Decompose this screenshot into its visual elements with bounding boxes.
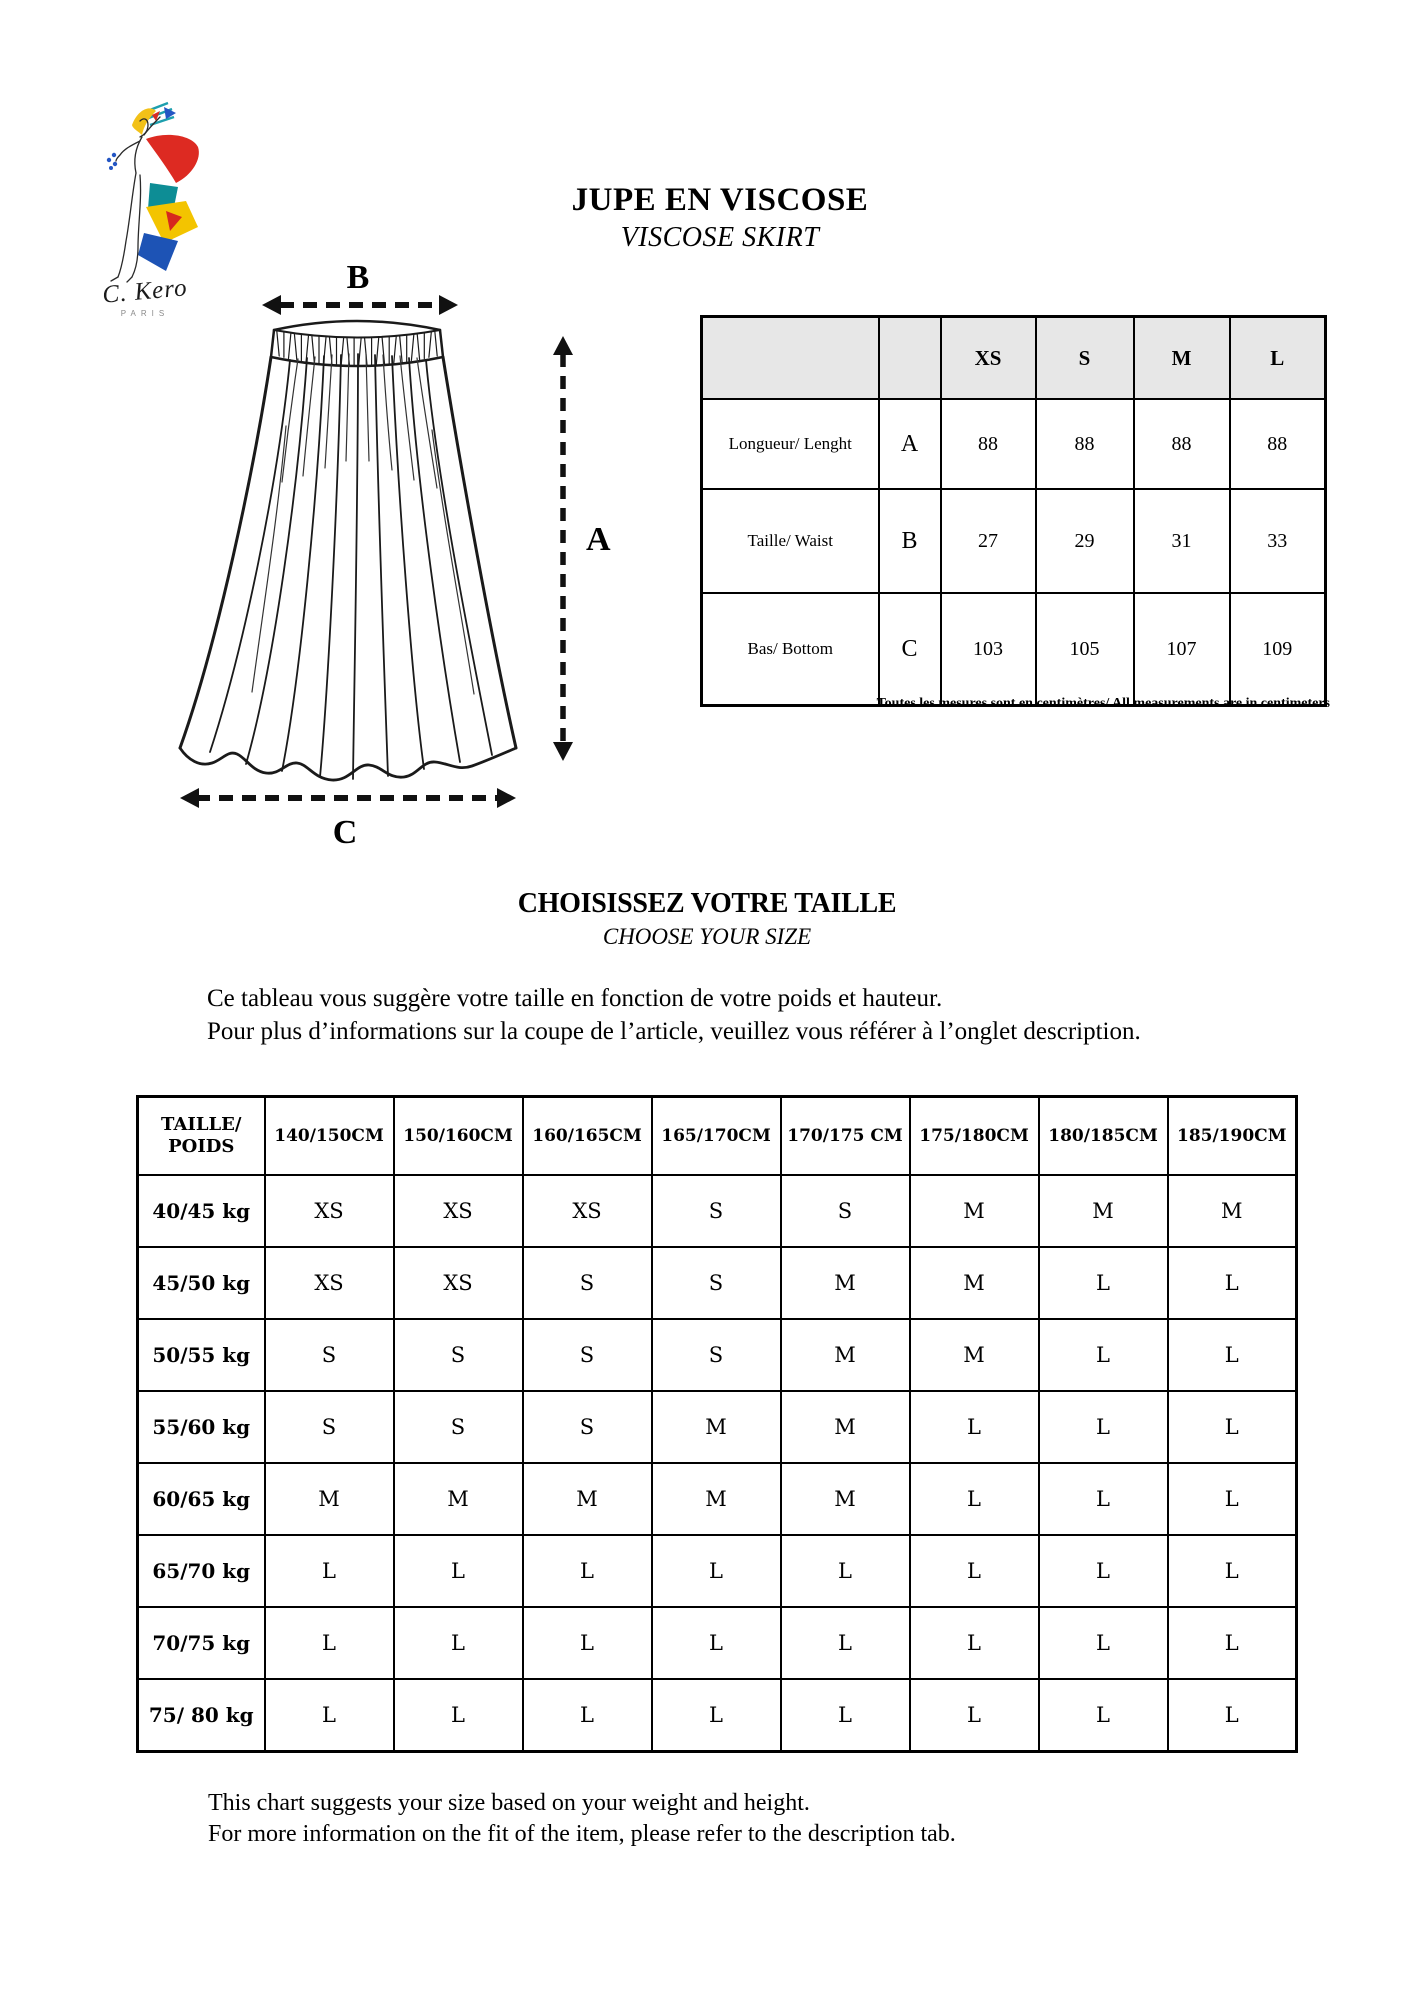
size-chart-weight: 70/75 kg — [138, 1607, 265, 1679]
size-chart-height-header: 170/175 CM — [781, 1097, 910, 1176]
paint-shapes — [132, 103, 199, 271]
size-chart-row — [138, 1247, 1297, 1319]
measurement-label: Longueur/ Lenght — [702, 399, 879, 489]
size-chart-row — [138, 1175, 1297, 1247]
size-chart-size: M — [1168, 1175, 1297, 1247]
measurement-value: 103 — [941, 593, 1036, 706]
measurement-header-blank — [702, 317, 879, 400]
size-chart-size: L — [1039, 1535, 1168, 1607]
size-chart-size: L — [652, 1679, 781, 1752]
size-chart-size: XS — [394, 1175, 523, 1247]
size-chart-height-header: 180/185CM — [1039, 1097, 1168, 1176]
measurement-value: 88 — [1036, 399, 1134, 489]
length-label: A — [586, 521, 611, 558]
size-chart-size: L — [652, 1607, 781, 1679]
size-chart-size: L — [1168, 1319, 1297, 1391]
size-chart-size: XS — [265, 1175, 394, 1247]
measurement-row — [702, 593, 1326, 706]
size-chart-size: S — [394, 1391, 523, 1463]
measurement-header-size: L — [1230, 317, 1326, 400]
measurement-value: 31 — [1134, 489, 1230, 593]
size-chart-size: L — [394, 1679, 523, 1752]
product-title-block — [420, 182, 1020, 254]
size-chart-size: L — [523, 1607, 652, 1679]
size-chart-weight: 60/65 kg — [138, 1463, 265, 1535]
measurement-table-wrap — [700, 315, 1327, 707]
size-chart-size: L — [781, 1607, 910, 1679]
size-chart-size: S — [652, 1175, 781, 1247]
measurement-value: 27 — [941, 489, 1036, 593]
size-chart-size: L — [1168, 1463, 1297, 1535]
size-chart-size: M — [781, 1247, 910, 1319]
size-chart-row — [138, 1391, 1297, 1463]
size-chart-header-row — [138, 1097, 1297, 1176]
size-chart-row — [138, 1679, 1297, 1752]
size-chart-height-header: 150/160CM — [394, 1097, 523, 1176]
measurement-row — [702, 399, 1326, 489]
size-chart-size: L — [781, 1535, 910, 1607]
size-chart-size: S — [652, 1319, 781, 1391]
size-chart-size: L — [394, 1535, 523, 1607]
size-chart-size: L — [523, 1679, 652, 1752]
measurement-header-size: M — [1134, 317, 1230, 400]
measurement-letter: C — [879, 593, 941, 706]
size-chart-size: M — [910, 1319, 1039, 1391]
size-chart-weight: 65/70 kg — [138, 1535, 265, 1607]
waist-width-arrow — [262, 295, 458, 315]
brand-city: PARIS — [120, 309, 170, 318]
measurement-value: 29 — [1036, 489, 1134, 593]
size-chart-size: M — [652, 1391, 781, 1463]
size-chart-size: M — [781, 1391, 910, 1463]
size-chart-size: S — [523, 1319, 652, 1391]
size-chart-size: S — [523, 1391, 652, 1463]
size-chart-size: S — [781, 1175, 910, 1247]
size-chart-height-header: 175/180CM — [910, 1097, 1039, 1176]
size-chart-size: M — [523, 1463, 652, 1535]
size-chart-size: L — [1039, 1463, 1168, 1535]
size-chart-row — [138, 1463, 1297, 1535]
size-chart-size: L — [1039, 1391, 1168, 1463]
size-chart-wrap — [136, 1095, 1298, 1753]
size-chart-size: S — [394, 1319, 523, 1391]
choose-size-title-fr: CHOISISSEZ VOTRE TAILLE — [517, 888, 897, 919]
size-chart-size: L — [910, 1607, 1039, 1679]
size-chart-size: L — [1039, 1679, 1168, 1752]
size-chart-height-header: 185/190CM — [1168, 1097, 1297, 1176]
size-chart-size: L — [1168, 1535, 1297, 1607]
measurement-value: 105 — [1036, 593, 1134, 706]
size-chart-row — [138, 1535, 1297, 1607]
measurement-table — [700, 315, 1327, 707]
size-chart-size: L — [1168, 1679, 1297, 1752]
size-chart-size: XS — [265, 1247, 394, 1319]
size-chart-size: S — [652, 1247, 781, 1319]
size-chart-weight: 55/60 kg — [138, 1391, 265, 1463]
measurement-value: 88 — [1230, 399, 1326, 489]
size-chart-size: L — [910, 1391, 1039, 1463]
size-chart-size: L — [1039, 1319, 1168, 1391]
product-title-en: VISCOSE SKIRT — [620, 222, 820, 253]
size-chart-corner-header: TAILLE/ POIDS — [138, 1097, 265, 1176]
size-chart-size: L — [265, 1607, 394, 1679]
measurement-label: Taille/ Waist — [702, 489, 879, 593]
length-arrow — [553, 336, 573, 761]
size-chart-size: XS — [523, 1175, 652, 1247]
size-chart-size: M — [910, 1175, 1039, 1247]
size-chart-size: M — [1039, 1175, 1168, 1247]
size-chart-size: L — [652, 1535, 781, 1607]
intro-line: Ce tableau vous suggère votre taille en fonction de votre poids et hauteur. — [207, 985, 943, 1012]
size-chart-size: L — [910, 1679, 1039, 1752]
product-title-fr: JUPE EN VISCOSE — [571, 182, 869, 218]
size-chart-size: M — [910, 1247, 1039, 1319]
size-chart-height-header: 160/165CM — [523, 1097, 652, 1176]
measurement-value: 109 — [1230, 593, 1326, 706]
bottom-width-arrow — [180, 788, 516, 808]
intro-line: Pour plus d’informations sur la coupe de l’article, veuillez vous référer à l’onglet description. — [207, 1018, 1141, 1045]
measurement-header-size: S — [1036, 317, 1134, 400]
measurement-label: Bas/ Bottom — [702, 593, 879, 706]
size-chart-size: L — [1039, 1607, 1168, 1679]
measurement-row — [702, 489, 1326, 593]
size-chart-size: L — [910, 1463, 1039, 1535]
measurement-note: Toutes les mesures sont en centimètres/ All measurements are in centimeters — [876, 696, 1330, 711]
measurement-letter: A — [879, 399, 941, 489]
size-chart-size: L — [1168, 1391, 1297, 1463]
size-chart-weight: 40/45 kg — [138, 1175, 265, 1247]
size-chart-size: L — [781, 1679, 910, 1752]
size-chart-size: L — [1039, 1247, 1168, 1319]
outro-line: This chart suggests your size based on your weight and height. — [208, 1790, 810, 1816]
size-chart-size: L — [394, 1607, 523, 1679]
size-chart-table — [136, 1095, 1298, 1753]
measurement-value: 33 — [1230, 489, 1326, 593]
measurement-value: 107 — [1134, 593, 1230, 706]
size-chart-size: S — [265, 1319, 394, 1391]
outro-paragraph-en — [208, 1788, 1308, 1850]
measurement-header-size: XS — [941, 317, 1036, 400]
size-chart-size: M — [394, 1463, 523, 1535]
size-chart-size: M — [781, 1463, 910, 1535]
measurement-value: 88 — [941, 399, 1036, 489]
size-chart-weight: 50/55 kg — [138, 1319, 265, 1391]
bottom-width-label: C — [332, 814, 358, 850]
intro-paragraph-fr — [207, 982, 1327, 1049]
size-chart-size: M — [265, 1463, 394, 1535]
size-chart-height-header: 165/170CM — [652, 1097, 781, 1176]
size-chart-size: S — [265, 1391, 394, 1463]
size-chart-size: L — [523, 1535, 652, 1607]
size-chart-weight: 75/ 80 kg — [138, 1679, 265, 1752]
size-chart-size: L — [265, 1679, 394, 1752]
skirt-body — [180, 354, 516, 780]
size-chart-size: M — [652, 1463, 781, 1535]
size-chart-row — [138, 1319, 1297, 1391]
size-chart-row — [138, 1607, 1297, 1679]
size-chart-height-header: 140/150CM — [265, 1097, 394, 1176]
size-chart-size: L — [1168, 1607, 1297, 1679]
outro-line: For more information on the fit of the item, please refer to the description tab. — [208, 1821, 956, 1847]
measurement-header-blank — [879, 317, 941, 400]
size-chart-weight: 45/50 kg — [138, 1247, 265, 1319]
size-chart-size: M — [781, 1319, 910, 1391]
brand-signature: C. Kero — [101, 274, 189, 309]
size-chart-size: L — [910, 1535, 1039, 1607]
size-chart-size: S — [523, 1247, 652, 1319]
choose-size-heading — [0, 888, 1414, 950]
skirt-diagram — [140, 250, 620, 850]
waist-width-label: B — [346, 259, 370, 296]
size-chart-size: XS — [394, 1247, 523, 1319]
size-chart-size: L — [1168, 1247, 1297, 1319]
measurement-value: 88 — [1134, 399, 1230, 489]
choose-size-title-en: CHOOSE YOUR SIZE — [602, 924, 812, 949]
size-chart-size: L — [265, 1535, 394, 1607]
measurement-letter: B — [879, 489, 941, 593]
